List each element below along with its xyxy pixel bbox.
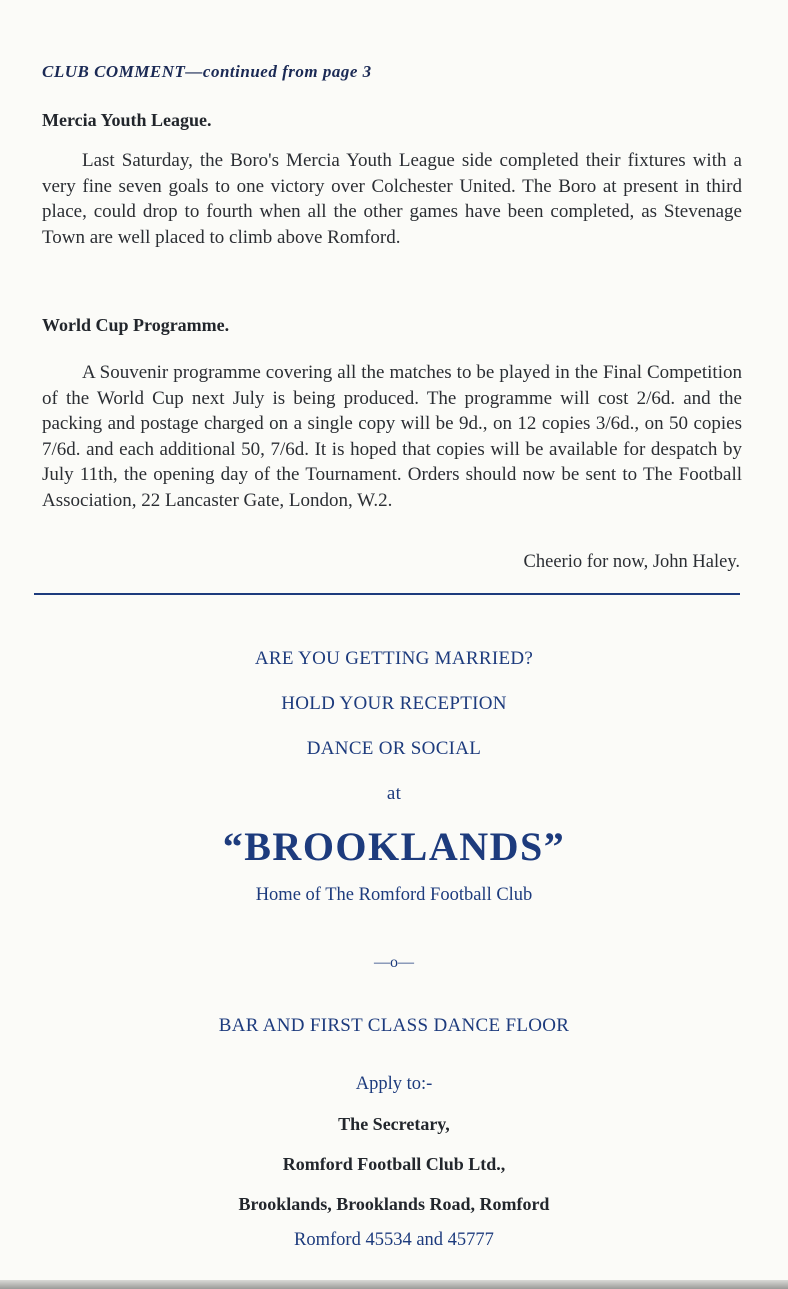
section-heading-mercia: Mercia Youth League. xyxy=(42,110,212,130)
advert-divider: —o— xyxy=(374,954,414,971)
advert-venue-title: “BROOKLANDS” xyxy=(222,824,566,869)
advert-contact-secretary: The Secretary, xyxy=(338,1114,450,1134)
signoff: Cheerio for now, John Haley. xyxy=(523,552,740,572)
column-header: CLUB COMMENT—continued from page 3 xyxy=(42,62,372,81)
section-body-mercia xyxy=(42,148,742,250)
mercia-paragraph: Last Saturday, the Boro's Mercia Youth League side completed their fixtures with a very fine seven goals to one victory over Colchester United. The Boro at present in third place, could drop to fourth when all the other games have been completed, as Stevenage Town are well placed to climb above Romford. xyxy=(42,150,742,248)
advert-contact-address: Brooklands, Brooklands Road, Romford xyxy=(238,1194,550,1214)
section-heading-world-cup: World Cup Programme. xyxy=(42,315,230,335)
divider-rule xyxy=(34,593,740,595)
advert-line-married: ARE YOU GETTING MARRIED? xyxy=(254,648,534,669)
advert-venue-subtitle: Home of The Romford Football Club xyxy=(255,885,533,905)
advert-line-at: at xyxy=(386,783,402,804)
advert-contact-club: Romford Football Club Ltd., xyxy=(282,1154,506,1174)
section-body-world-cup xyxy=(42,360,742,513)
advert-apply: Apply to:- xyxy=(355,1074,433,1094)
world-cup-paragraph: A Souvenir programme covering all the matches to be played in the Final Competition of the World Cup next July is being produced. The programme will cost 2/6d. and the packing and postage charged on a single copy will be 9d., on 12 copies 3/6d., on 50 copies 7/6d. and each additional 50, 7/6d. It is hoped that copies will be available for despatch by July 11th, the opening day of the Tournament. Orders should now be sent to The Football Association, 22 Lancaster Gate, London, W.2. xyxy=(42,362,742,511)
advert-line-reception: HOLD YOUR RECEPTION xyxy=(281,693,507,714)
advert-feature: BAR AND FIRST CLASS DANCE FLOOR xyxy=(218,1015,570,1036)
advert-phone: Romford 45534 and 45777 xyxy=(294,1230,494,1250)
page-bottom-edge xyxy=(0,1280,788,1289)
advert-line-dance: DANCE OR SOCIAL xyxy=(306,738,482,759)
